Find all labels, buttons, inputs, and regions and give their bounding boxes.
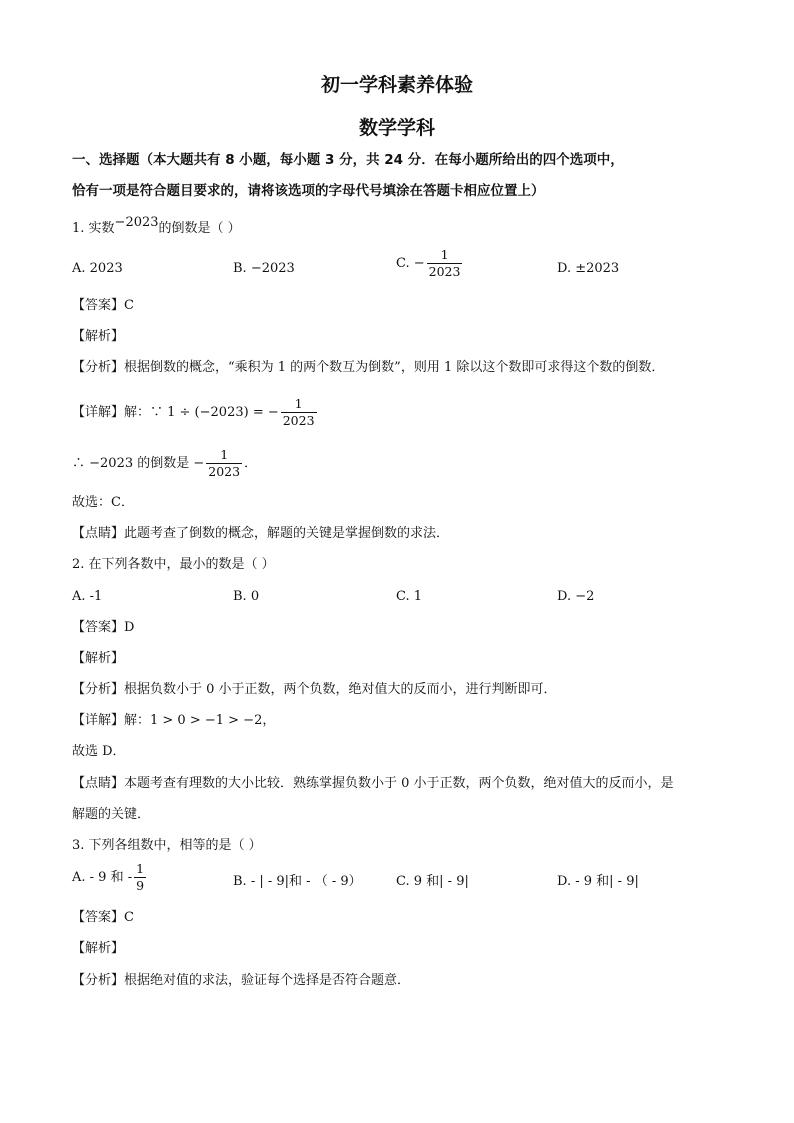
question-1-stem-number: −2023 — [114, 215, 159, 230]
q1-detail-fraction — [281, 397, 317, 428]
q1-option-b: B. −2023 — [233, 261, 295, 276]
q3-option-a-prefix: A. - 9 和 - — [72, 870, 133, 885]
question-1-stem — [72, 215, 241, 238]
q1-detail — [72, 397, 319, 428]
q1-detail-prefix: 【详解】解：∵ 1 ÷ (−2023) = − — [72, 405, 279, 420]
fraction-numerator: 1 — [440, 247, 449, 262]
q2-option-d: D. −2 — [557, 589, 595, 604]
section-heading-line-2: 恰有一项是符合题目要求的，请将该选项的字母代号填涂在答题卡相应位置上） — [72, 183, 545, 199]
q2-analysis-tag: 【解析】 — [72, 651, 125, 666]
q1-comment: 【点睛】此题考查了倒数的概念，解题的关键是掌握倒数的求法． — [72, 526, 450, 541]
q2-option-a: A. -1 — [72, 589, 103, 604]
q3-fenxi: 【分析】根据绝对值的求法，验证每个选择是否符合题意． — [72, 973, 411, 988]
q2-choose: 故选 D． — [72, 744, 126, 759]
question-1-stem-prefix: 1. 实数 — [72, 221, 115, 236]
q1-option-c — [396, 248, 464, 279]
fraction-numerator: 1 — [136, 861, 145, 876]
question-1-stem-suffix: 的倒数是（ ） — [158, 221, 241, 236]
fraction-denominator: 2023 — [282, 413, 315, 428]
q2-comment-line-1: 【点睛】本题考查有理数的大小比较．熟练掌握负数小于 0 小于正数，两个负数，绝对值大的反而小，是 — [72, 776, 674, 791]
q1-fenxi: 【分析】根据倒数的概念，“乘积为 1 的两个数互为倒数”，则用 1 除以这个数即可求得这个数的倒数． — [72, 360, 665, 375]
q1-option-d: D. ±2023 — [557, 261, 620, 276]
q1-choose: 故选：C． — [72, 495, 134, 510]
q1-option-c-fraction — [427, 248, 463, 279]
q3-option-d: D. - 9 和| - 9| — [557, 874, 639, 889]
q2-comment-line-2: 解题的关键． — [72, 807, 151, 822]
q1-therefore-prefix: ∴ −2023 的倒数是 − — [72, 456, 205, 471]
section-heading-line-1: 一、选择题（本大题共有 8 小题，每小题 3 分，共 24 分．在每小题所给出的四个选项中， — [72, 152, 624, 168]
q3-answer: 【答案】C — [72, 910, 134, 925]
q1-option-c-prefix: C. − — [396, 256, 425, 271]
q2-answer: 【答案】D — [72, 620, 135, 635]
q3-option-a — [72, 862, 148, 893]
q2-fenxi: 【分析】根据负数小于 0 小于正数，两个负数，绝对值大的反而小，进行判断即可． — [72, 682, 557, 697]
q2-detail: 【详解】解：1 > 0 > −1 > −2， — [72, 713, 276, 728]
q1-answer: 【答案】C — [72, 298, 134, 313]
q3-option-c: C. 9 和| - 9| — [396, 874, 469, 889]
question-3-stem: 3. 下列各组数中，相等的是（ ） — [72, 838, 262, 853]
q2-option-b: B. 0 — [233, 589, 260, 604]
page-title: 初一学科素养体验 — [320, 74, 473, 96]
fraction-denominator: 2023 — [208, 464, 241, 479]
q1-therefore-fraction — [206, 448, 242, 479]
q3-option-b: B. - | - 9|和 - （ - 9） — [233, 874, 362, 889]
q1-therefore-suffix: ． — [244, 456, 258, 471]
fraction-denominator: 2023 — [428, 264, 461, 279]
fraction-numerator: 1 — [220, 447, 229, 462]
q1-analysis-tag: 【解析】 — [72, 329, 125, 344]
q1-therefore — [72, 448, 257, 479]
q3-option-a-fraction — [134, 862, 146, 893]
q3-analysis-tag: 【解析】 — [72, 941, 125, 956]
page-subtitle: 数学学科 — [358, 117, 435, 139]
question-2-stem: 2. 在下列各数中，最小的数是（ ） — [72, 557, 275, 572]
q1-option-a: A. 2023 — [72, 261, 123, 276]
fraction-denominator: 9 — [136, 878, 145, 893]
fraction-numerator: 1 — [294, 396, 303, 411]
q2-option-c: C. 1 — [396, 589, 423, 604]
